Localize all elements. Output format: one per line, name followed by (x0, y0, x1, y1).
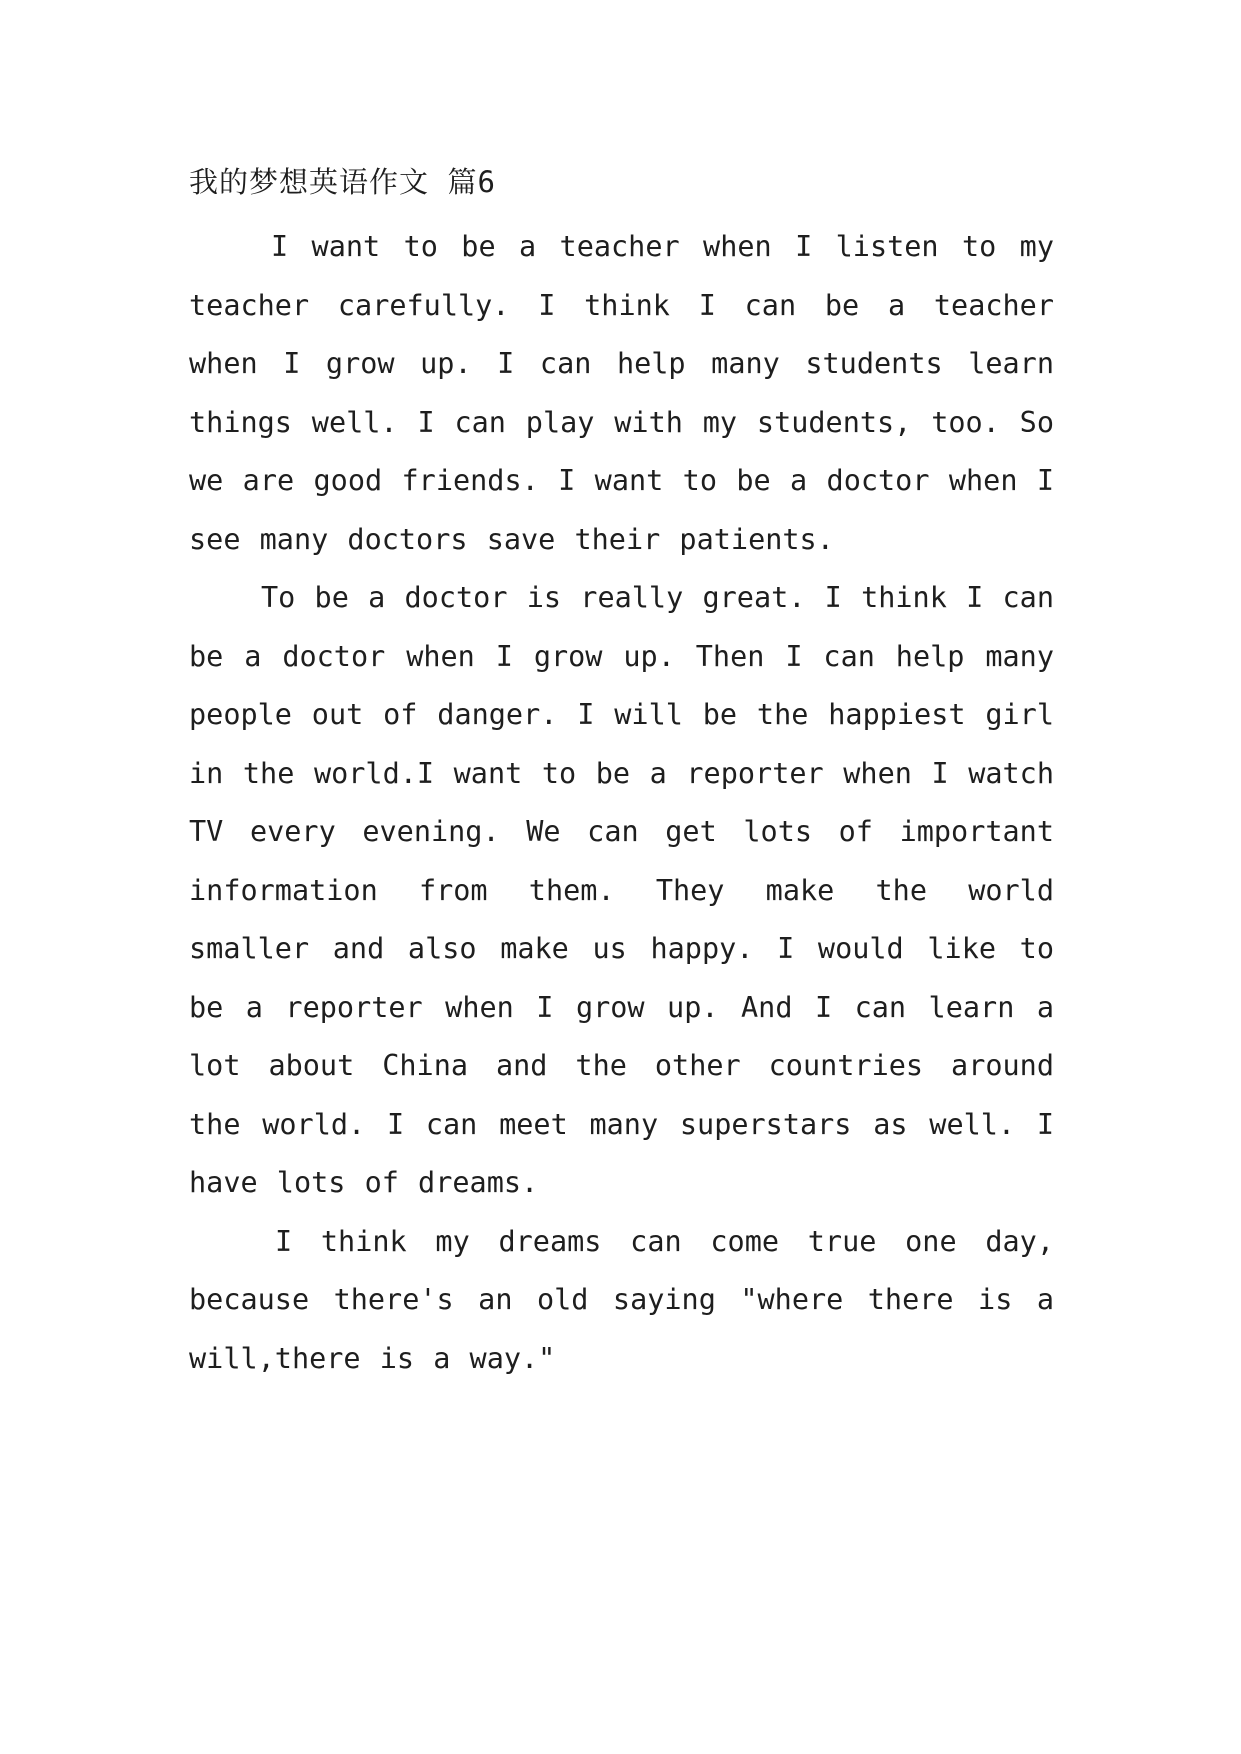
paragraph-teacher: I want to be a teacher when I listen to my teacher carefully. I think I can be a teacher when I grow up. I can help many students learn things well. I can play with my students, too. So we are good friends. I want to be a doctor when I see many doctors save their patients. (189, 230, 1054, 556)
paragraph-conclusion: I think my dreams can come true one day, because there's an old saying "where there is a will,there is a way." (189, 1224, 1054, 1375)
document-title: 我的梦想英语作文 篇6 (189, 165, 496, 199)
document-body (189, 162, 1054, 1388)
paragraph-doctor-reporter: To be a doctor is really great. I think I can be a doctor when I grow up. Then I can help many people out of danger. I will be the happiest girl in the world.I want to be a reporter when I watch TV every evening. We can get lots of important information from them. They make the world smaller and also make us happy. I would like to be a reporter when I grow up. And I can learn a lot about China and the other countries around the world. I can meet many superstars as well. I have lots of dreams. (189, 581, 1054, 1199)
